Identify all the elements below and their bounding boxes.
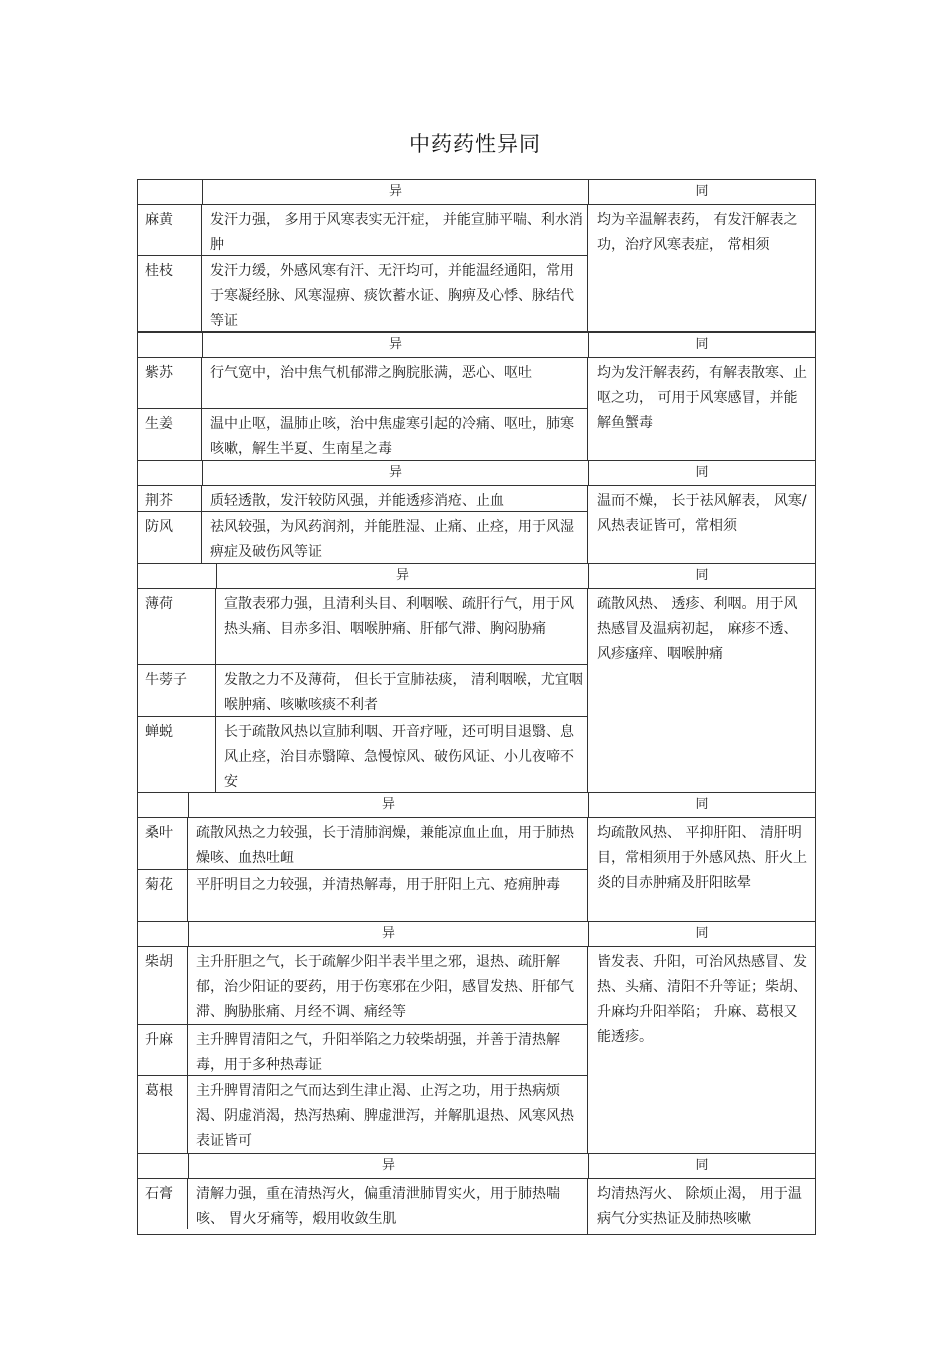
group-body	[138, 1179, 815, 1234]
group-header-row	[138, 922, 815, 947]
herb-list	[138, 589, 588, 792]
herb-row	[138, 1025, 587, 1076]
header-blank-cell	[138, 461, 203, 485]
diff-header: 异	[189, 922, 589, 946]
group-header-row	[138, 180, 815, 205]
herb-difference: 平肝明目之力较强，并清热解毒，用于肝阳上亢、疮痈肿毒	[196, 877, 560, 893]
comparison-group	[138, 1154, 815, 1235]
same-header: 同	[695, 337, 709, 352]
herb-row	[138, 870, 587, 921]
herb-name: 薄荷	[138, 589, 216, 664]
group-body	[138, 205, 815, 331]
herb-row	[138, 947, 587, 1025]
herb-row	[138, 409, 587, 460]
herb-row	[138, 256, 587, 331]
herb-row	[138, 512, 587, 563]
herb-row	[138, 717, 587, 792]
herb-name: 生姜	[138, 409, 202, 460]
comparison-group	[138, 461, 815, 564]
herb-difference: 主升肝胆之气，长于疏解少阳半表半里之邪，退热、疏肝解郁，治少阳证的要药，用于伤寒邪在少阳，感冒发热、肝郁气滞、胸胁胀痛、月经不调、痛经等	[196, 954, 574, 1020]
page-title: 中药药性异同	[409, 132, 541, 156]
herb-similarity: 均疏散风热、 平抑肝阳、 清肝明目，常相须用于外感风热、肝火上炎的目赤肿痛及肝阳眩晕	[597, 825, 807, 891]
group-header-row	[138, 564, 815, 589]
herb-row	[138, 589, 587, 665]
herb-difference: 主升脾胃清阳之气而达到生津止渴、止泻之功，用于热病烦渴、阴虚消渴，热泻热痢、脾虚泄泻，并解肌退热、风寒风热表证皆可	[196, 1083, 574, 1149]
comparison-group	[138, 180, 815, 333]
herb-name: 石膏	[138, 1179, 188, 1229]
header-blank-cell	[138, 564, 217, 588]
herb-similarity: 均为辛温解表药， 有发汗解表之功，治疗风寒表症， 常相须	[597, 212, 798, 253]
herb-difference: 行气宽中，治中焦气机郁滞之胸脘胀满，恶心、呕吐	[210, 365, 532, 381]
group-body	[138, 947, 815, 1153]
group-body	[138, 486, 815, 563]
header-blank-cell	[138, 333, 203, 357]
herb-name: 菊花	[138, 870, 188, 921]
herb-name: 防风	[138, 512, 202, 563]
herb-name: 柴胡	[138, 947, 188, 1024]
group-body	[138, 358, 815, 460]
herb-row	[138, 1179, 587, 1229]
header-blank-cell	[138, 793, 189, 817]
herb-name: 紫苏	[138, 358, 202, 408]
herb-name: 牛蒡子	[138, 665, 216, 716]
comparison-group	[138, 564, 815, 793]
comparison-group	[138, 922, 815, 1154]
diff-header: 异	[189, 1154, 589, 1178]
herb-name: 桂枝	[138, 256, 202, 331]
herb-name: 麻黄	[138, 205, 202, 255]
herb-name: 桑叶	[138, 818, 188, 869]
herb-list	[138, 818, 588, 921]
diff-header: 异	[203, 333, 589, 357]
diff-header: 异	[189, 793, 589, 817]
herb-comparison-table	[137, 179, 816, 1235]
herb-row	[138, 358, 587, 409]
group-header-row	[138, 333, 815, 358]
group-body	[138, 818, 815, 921]
herb-list	[138, 486, 588, 563]
herb-row	[138, 665, 587, 717]
herb-list	[138, 947, 588, 1153]
header-blank-cell	[138, 1154, 189, 1178]
herb-difference: 质轻透散，发汗较防风强，并能透疹消疮、止血	[210, 493, 504, 509]
herb-list	[138, 205, 588, 331]
diff-header: 异	[203, 180, 589, 204]
same-header: 同	[695, 1158, 709, 1173]
herb-name: 葛根	[138, 1076, 188, 1153]
herb-difference: 长于疏散风热以宣肺利咽、开音疗哑，还可明目退翳、息风止痉，治目赤翳障、急慢惊风、破伤风证、小儿夜啼不安	[224, 724, 574, 790]
herb-similarity: 皆发表、升阳，可治风热感冒、发热、头痛、清阳不升等证；柴胡、升麻均升阳举陷； 升麻、葛根又能透疹。	[597, 954, 807, 1045]
group-body	[138, 589, 815, 792]
group-header-row	[138, 461, 815, 486]
herb-similarity: 温而不燥， 长于祛风解表， 风寒/风热表证皆可，常相须	[597, 493, 807, 534]
group-header-row	[138, 793, 815, 818]
same-header: 同	[695, 926, 709, 941]
herb-name: 荆芥	[138, 486, 202, 511]
herb-list	[138, 358, 588, 460]
header-blank-cell	[138, 180, 203, 204]
comparison-group	[138, 333, 815, 461]
comparison-group	[138, 793, 815, 922]
same-header: 同	[695, 568, 709, 583]
same-header: 同	[695, 797, 709, 812]
herb-name: 升麻	[138, 1025, 188, 1075]
header-blank-cell	[138, 922, 189, 946]
herb-row	[138, 205, 587, 256]
diff-header: 异	[217, 564, 589, 588]
herb-row	[138, 818, 587, 870]
herb-row	[138, 1076, 587, 1153]
herb-similarity: 疏散风热、 透疹、利咽。用于风热感冒及温病初起， 麻疹不透、风疹瘙痒、咽喉肿痛	[597, 596, 798, 662]
herb-difference: 宣散表邪力强，且清利头目、利咽喉、疏肝行气，用于风热头痛、目赤多泪、咽喉肿痛、肝郁气滞、胸闷胁痛	[224, 596, 574, 637]
herb-difference: 发散之力不及薄荷， 但长于宣肺祛痰， 清利咽喉，尤宜咽喉肿痛、咳嗽咳痰不利者	[224, 672, 583, 713]
herb-difference: 温中止呕，温肺止咳，治中焦虚寒引起的冷痛、呕吐，肺寒咳嗽，解生半夏、生南星之毒	[210, 416, 574, 457]
herb-difference: 发汗力强， 多用于风寒表实无汗症， 并能宣肺平喘、利水消肿	[210, 212, 583, 253]
herb-difference: 清解力强，重在清热泻火，偏重清泄肺胃实火，用于肺热喘咳、 胃火牙痛等，煅用收敛生肌	[196, 1186, 560, 1227]
group-header-row	[138, 1154, 815, 1179]
diff-header: 异	[203, 461, 589, 485]
herb-list	[138, 1179, 588, 1234]
herb-difference: 主升脾胃清阳之气，升阳举陷之力较柴胡强，并善于清热解毒，用于多种热毒证	[196, 1032, 560, 1073]
same-header: 同	[695, 465, 709, 480]
herb-similarity: 均清热泻火、 除烦止渴， 用于温病气分实热证及肺热咳嗽	[597, 1186, 802, 1227]
herb-difference: 祛风较强，为风药润剂，并能胜湿、止痛、止痉，用于风湿痹症及破伤风等证	[210, 519, 574, 560]
herb-similarity: 均为发汗解表药，有解表散寒、止呕之功， 可用于风寒感冒，并能解鱼蟹毒	[597, 365, 807, 431]
herb-name: 蝉蜕	[138, 717, 216, 792]
same-header: 同	[695, 184, 709, 199]
herb-row	[138, 486, 587, 512]
herb-difference: 疏散风热之力较强，长于清肺润燥，兼能凉血止血，用于肺热燥咳、血热吐衄	[196, 825, 574, 866]
herb-difference: 发汗力缓，外感风寒有汗、无汗均可，并能温经通阳，常用于寒凝经脉、风寒湿痹、痰饮蓄水证、胸痹及心悸、脉结代等证	[210, 263, 574, 329]
